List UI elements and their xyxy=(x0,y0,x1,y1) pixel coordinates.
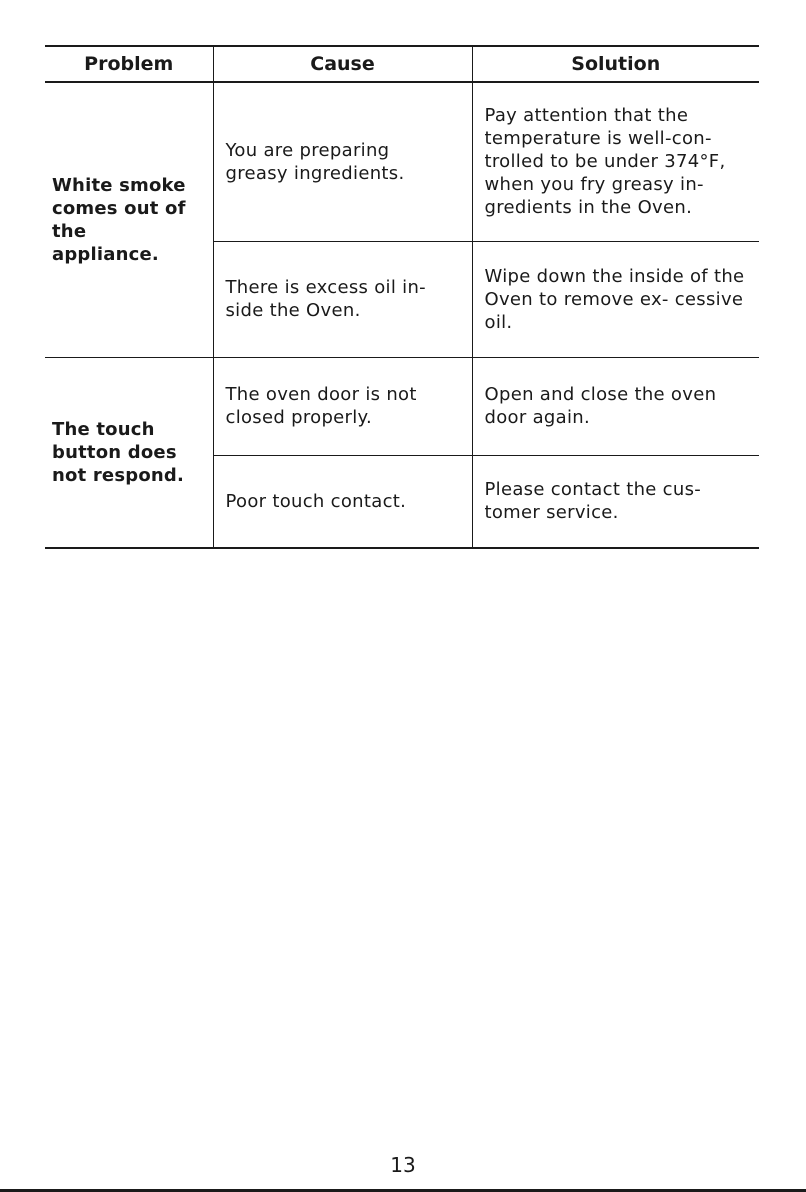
cause-text: Poor touch contact. xyxy=(225,490,407,512)
table-header-row xyxy=(45,46,759,82)
problem-cell xyxy=(45,82,213,357)
cause-text: There is excess oil in- side the Oven. xyxy=(225,277,426,321)
cause-text: You are preparing greasy ingredients. xyxy=(225,139,405,184)
solution-text: Wipe down the inside of the Oven to remove ex- cessive oil. xyxy=(484,265,745,333)
cause-cell xyxy=(213,357,472,455)
problem-text: The touch button does not respond. xyxy=(52,418,185,486)
page-number: 13 xyxy=(390,1153,416,1177)
table-row xyxy=(45,82,759,241)
cause-cell xyxy=(213,455,472,548)
problem-text: White smoke comes out of the appliance. xyxy=(52,174,186,265)
header-problem: Problem xyxy=(45,46,213,82)
troubleshooting-table xyxy=(45,45,759,549)
solution-cell xyxy=(472,455,759,548)
solution-cell xyxy=(472,82,759,241)
cause-cell xyxy=(213,82,472,241)
table-row xyxy=(45,357,759,455)
header-cause: Cause xyxy=(213,46,472,82)
solution-text: Pay attention that the temperature is well-con- trolled to be under 374°F, when you fry greasy in- gredients in the Oven. xyxy=(484,105,726,219)
solution-text: Please contact the cus- tomer service. xyxy=(484,479,702,524)
cause-cell xyxy=(213,241,472,357)
problem-cell xyxy=(45,357,213,548)
solution-text: Open and close the oven door again. xyxy=(484,384,717,428)
solution-cell xyxy=(472,241,759,357)
header-solution: Solution xyxy=(472,46,759,82)
solution-cell xyxy=(472,357,759,455)
cause-text: The oven door is not closed properly. xyxy=(225,384,417,428)
